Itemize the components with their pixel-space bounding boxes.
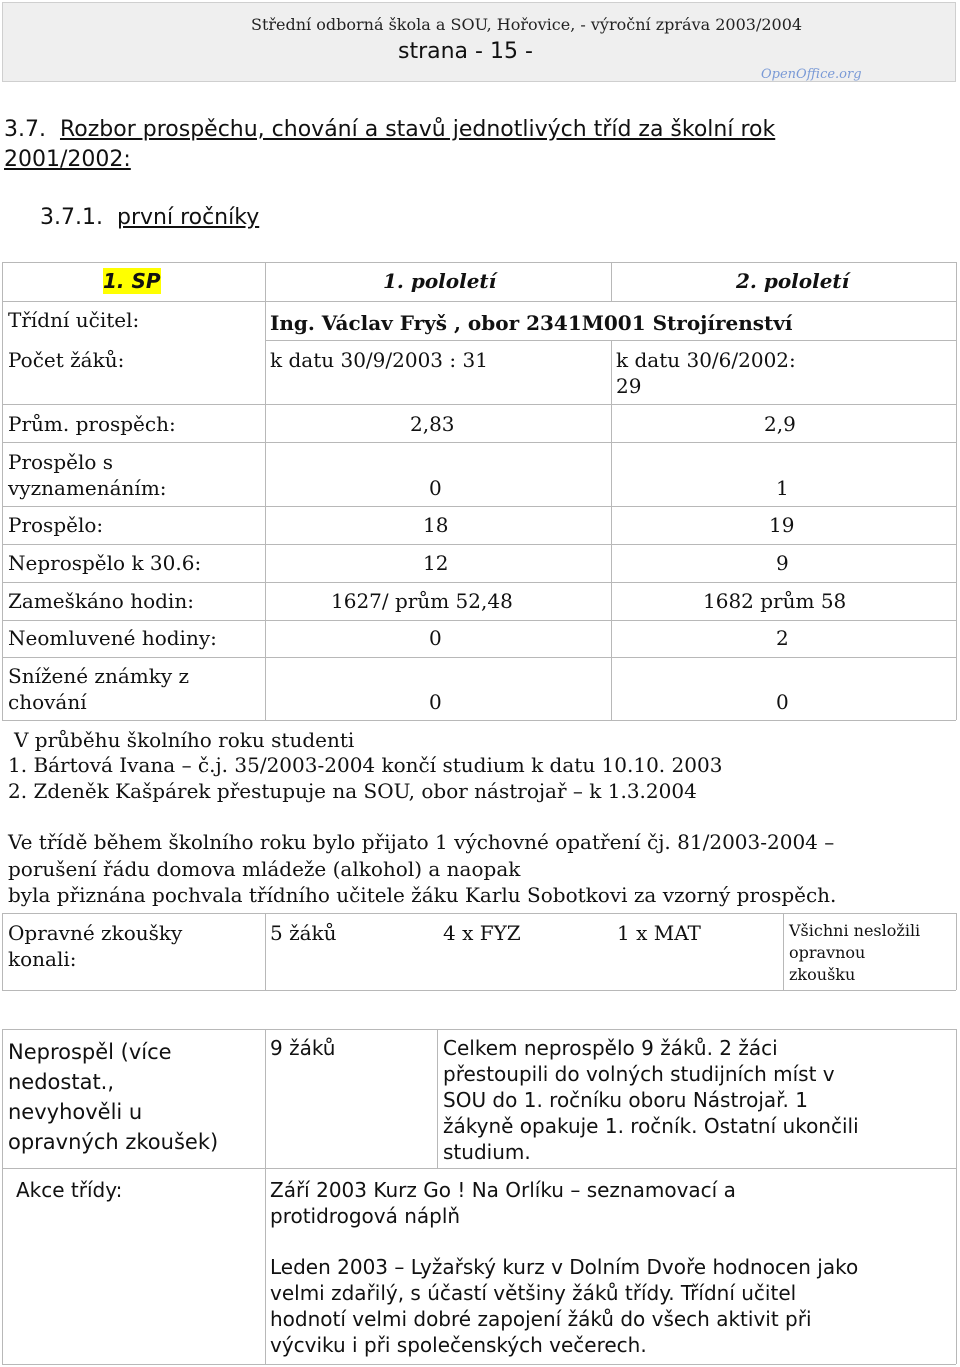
students-intro: V průběhu školního roku studenti: [14, 728, 355, 752]
measures-line1: Ve třídě během školního roku bylo přijato 1 výchovné opatření čj. 81/2003-2004 –: [8, 830, 835, 854]
pupils-sem1: k datu 30/9/2003 : 31: [270, 348, 488, 372]
retake-count: 5 žáků: [270, 921, 337, 945]
conduct-label-line1: Snížené známky z: [8, 664, 190, 688]
section-heading: [4, 115, 944, 175]
actions-p2-line4: výcviku i při společenských večerech.: [270, 1333, 647, 1357]
honors-label-line1: Prospělo s: [8, 450, 114, 474]
missed-sem2: 1682 prům 58: [703, 589, 847, 613]
actions-p2-line2: velmi zdařilý, s účastí většiny žáků třídy. Třídní učitel: [270, 1281, 797, 1305]
conduct-label-line2: chování: [8, 690, 87, 714]
failed-sem1: 12: [423, 551, 449, 575]
report-title: Střední odborná škola a SOU, Hořovice, - výroční zpráva 2003/2004: [251, 15, 803, 34]
actions-label: Akce třídy:: [16, 1178, 123, 1202]
retake-subject-fyz: 4 x FYZ: [443, 921, 521, 945]
measures-line3: byla přiznána pochvala třídního učitele žáku Karlu Sobotkovi za vzorný prospěch.: [8, 883, 837, 907]
failed-detail-label-line2: nedostat.,: [8, 1070, 115, 1094]
section-title-line2: 2001/2002:: [4, 147, 131, 172]
failed-detail-text-line2: přestoupili do volných studijních míst v: [443, 1062, 835, 1086]
retake-result-line3: zkoušku: [789, 965, 856, 984]
section-number: 3.7.: [4, 117, 46, 142]
average-sem1: 2,83: [410, 412, 455, 436]
conduct-sem1: 0: [429, 690, 442, 714]
retake-subject-mat: 1 x MAT: [617, 921, 701, 945]
openoffice-brand: OpenOffice.org: [761, 67, 862, 82]
teacher-label: Třídní učitel:: [8, 308, 140, 332]
average-label: Prům. prospěch:: [8, 412, 176, 436]
retake-result-line1: Všichni nesložili: [789, 921, 921, 940]
passed-sem2: 19: [769, 513, 795, 537]
pupils-label: Počet žáků:: [8, 348, 125, 372]
unexcused-sem1: 0: [429, 626, 442, 650]
missed-label: Zameškáno hodin:: [8, 589, 194, 613]
failed-detail-label-line4: opravných zkoušek): [8, 1130, 219, 1154]
failed-detail-label-line1: Neprospěl (více: [8, 1040, 172, 1064]
pupils-sem2-line1: k datu 30/6/2002:: [616, 348, 796, 372]
actions-p1-line1: Září 2003 Kurz Go ! Na Orlíku – seznamovací a: [270, 1178, 736, 1202]
missed-sem1: 1627/ prům 52,48: [331, 589, 513, 613]
unexcused-label: Neomluvené hodiny:: [8, 626, 217, 650]
teacher-value: Ing. Václav Fryš , obor 2341M001 Strojírenství: [270, 311, 793, 335]
failed-detail-count: 9 žáků: [270, 1036, 336, 1060]
section-title-line1: Rozbor prospěchu, chování a stavů jednotlivých tříd za školní rok: [59, 117, 776, 142]
student-note-1: 1. Bártová Ivana – č.j. 35/2003-2004 končí studium k datu 10.10. 2003: [8, 753, 723, 777]
measures-line2: porušení řádu domova mládeže (alkohol) a naopak: [8, 857, 521, 881]
failed-detail-text-line3: SOU do 1. ročníku oboru Nástrojař. 1: [443, 1088, 808, 1112]
actions-p2-line1: Leden 2003 – Lyžařský kurz v Dolním Dvoře hodnocen jako: [270, 1255, 859, 1279]
passed-sem1: 18: [423, 513, 449, 537]
failed-detail-text-line1: Celkem neprospělo 9 žáků. 2 žáci: [443, 1036, 778, 1060]
actions-p1-line2: protidrogová náplň: [270, 1204, 461, 1228]
honors-sem2: 1: [776, 476, 789, 500]
failed-detail-text-line5: studium.: [443, 1140, 531, 1164]
retake-label-line1: Opravné zkoušky: [8, 921, 183, 945]
honors-label-line2: vyznamenáním:: [8, 476, 167, 500]
average-sem2: 2,9: [764, 412, 796, 436]
unexcused-sem2: 2: [776, 626, 789, 650]
page-number: strana - 15 -: [398, 39, 533, 64]
conduct-sem2: 0: [776, 690, 789, 714]
retake-label-line2: konali:: [8, 947, 77, 971]
subsection-number: 3.7.1.: [40, 205, 103, 230]
failed-sem2: 9: [776, 551, 789, 575]
semester2-header: 2. pololetí: [736, 269, 850, 293]
retake-result-line2: opravnou: [789, 943, 866, 962]
page-header: [2, 2, 956, 82]
failed-detail-text-line4: žákyně opakuje 1. ročník. Ostatní ukončili: [443, 1114, 859, 1138]
failed-detail-label-line3: nevyhověli u: [8, 1100, 143, 1124]
pupils-sem2-line2: 29: [616, 374, 642, 398]
passed-label: Prospělo:: [8, 513, 104, 537]
subsection-title: první ročníky: [116, 205, 260, 230]
class-name: 1. SP: [103, 269, 161, 293]
actions-p2-line3: hodnotí velmi dobré zapojení žáků do všech aktivit při: [270, 1307, 812, 1331]
semester1-header: 1. pololetí: [383, 269, 497, 293]
honors-sem1: 0: [429, 476, 442, 500]
failed-label: Neprospělo k 30.6:: [8, 551, 202, 575]
subsection-heading: [40, 205, 259, 230]
student-note-2: 2. Zdeněk Kašpárek přestupuje na SOU, obor nástrojař – k 1.3.2004: [8, 779, 697, 803]
